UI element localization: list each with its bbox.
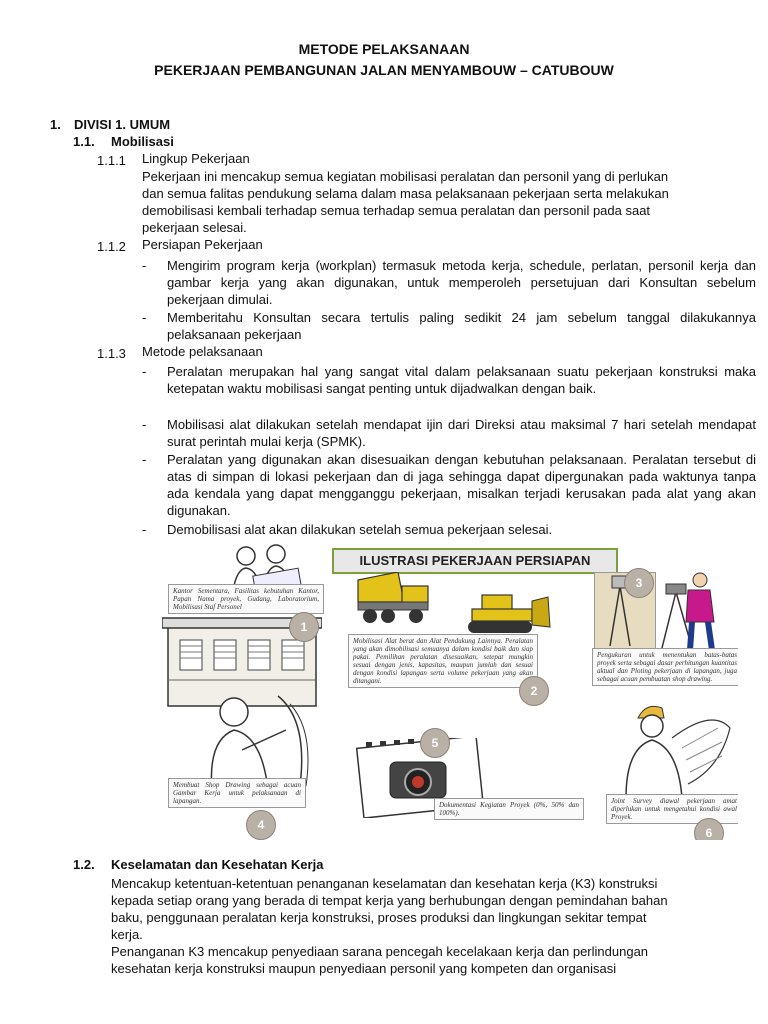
step-number-badge: 2 <box>519 676 549 706</box>
section-1-1-1-number: 1.1.1 <box>97 153 126 168</box>
section-1-1-1-line: pekerjaan selesai. <box>142 220 247 235</box>
caption-joint-survey: Joint Survey diawal pekerjaan amat diperlukan untuk mengetahui kondisi awal Proyek. <box>606 794 738 824</box>
step-number-badge: 1 <box>289 612 319 642</box>
caption-shop-drawing: Membuat Shop Drawing sebagai acuan Gambar Kerja untuk pelaksanaan di lapangan. <box>168 778 306 808</box>
section-1-1-number: 1.1. <box>73 134 95 149</box>
list-item <box>142 363 756 397</box>
dash-bullet: - <box>142 364 147 379</box>
illustration-banner: ILUSTRASI PEKERJAAN PERSIAPAN <box>332 548 618 574</box>
section-1-1-3-heading: Metode pelaksanaan <box>142 344 263 359</box>
section-1-1-2-heading: Persiapan Pekerjaan <box>142 237 263 252</box>
page-title-1: METODE PELAKSANAAN <box>298 41 470 57</box>
section-1-2-line: kepada setiap orang yang berada di tempat kerja yang berhubungan dengan pemindahan bahan <box>111 893 668 908</box>
engineer-icon <box>602 698 738 798</box>
caption-survey: Pengukuran untuk menentukan batas-batas proyek serta sebagai dasar perhitungan kuantitas aktual dan Ploting pekerjaan di lapangan, juga sebagai acuan pembuatan shop drawing. <box>592 648 738 686</box>
step-number-badge: 3 <box>624 568 654 598</box>
step-number-badge: 4 <box>246 810 276 840</box>
list-item <box>142 451 756 519</box>
caption-heavy-equipment: Mobilisasi Alat berat dan Alat Pendukung Lainnya. Peralatan yang akan dimobilisasi semuanya dalam kondisi baik dan siap pakai. Pemilihan peralatan disesuaikan, setepat mungkin sesuai dengan jenis, kapasitas, maupun jumlah dan sesuai dengan kondisi lapangan serta volume pekerjaan yang akan ditangani. <box>348 634 538 688</box>
section-1-2-line: baku, penggunaan peralatan kerja konstruksi, proses produksi dan lingkungan sekitar tempat <box>111 910 647 925</box>
section-1-2-line: Mencakup ketentuan-ketentuan penanganan keselamatan dan kesehatan kerja (K3) konstruksi <box>111 876 658 891</box>
section-1-1-1-line: demobilisasi kembali terhadap semua terhadap semua peralatan dan personil pada saat <box>142 203 651 218</box>
dash-bullet: - <box>142 310 147 325</box>
step-number-badge: 5 <box>420 728 450 758</box>
section-1-1-2-number: 1.1.2 <box>97 239 126 254</box>
section-1-1-1-line: dan semua falitas pendukung selama dalam masa pelaksanaan pekerjaan serta melakukan <box>142 186 669 201</box>
step-number-badge: 6 <box>694 818 724 840</box>
section-1-2-line: kesehatan kerja konstruksi maupun penyediaan personil yang kompeten dan organisasi <box>111 961 617 976</box>
list-item <box>142 521 756 538</box>
section-1-number: 1. <box>50 117 61 132</box>
section-1-2-number: 1.2. <box>73 857 95 872</box>
list-item-text: Peralatan yang digunakan akan disesuaikan dengan kebutuhan pelaksanaan. Peralatan tersebut di atas di simpan di lokasi pekerjaan dan di jaga sehingga dapat dipergunakan pada waktunya tanpa ada kendala yang dapat mengganggu pekerjaan, misalkan terjadi kerusakan pada alat yang akan digunakan. <box>167 452 756 518</box>
section-1-2-heading: Keselamatan dan Kesehatan Kerja <box>111 857 324 872</box>
bulldozer-icon <box>458 587 554 637</box>
section-1-1-heading: Mobilisasi <box>111 134 174 149</box>
section-1-1-1-heading: Lingkup Pekerjaan <box>142 151 250 166</box>
list-item-text: Mobilisasi alat dilakukan setelah mendapat ijin dari Direksi atau maksimal 7 hari setelah mendapat surat perintah mulai kerja (SPMK). <box>167 417 756 449</box>
section-1-2-line: Penanganan K3 mencakup penyediaan sarana pencegah kecelakaan kerja dan perlindungan <box>111 944 649 959</box>
dash-bullet: - <box>142 452 147 467</box>
list-item <box>142 257 756 308</box>
dash-bullet: - <box>142 258 147 273</box>
list-item-text: Peralatan merupakan hal yang sangat vital dalam pelaksanaan suatu pekerjaan konstruksi maka ketepatan waktu mobilisasi sangat penting untuk dijadwalkan dengan baik. <box>167 364 756 396</box>
page-title-2: PEKERJAAN PEMBANGUNAN JALAN MENYAMBOUW – CATUBOUW <box>154 62 614 78</box>
list-item-text: Mengirim program kerja (workplan) termasuk metoda kerja, schedule, perlatan, personil kerja dan gambar kerja yang akan digunakan, untuk memperoleh persetujuan dari Konsultan sebelum pekerjaan dimulai. <box>167 258 756 307</box>
caption-office: Kantor Sementara, Fasilitas kebutuhan Kantor, Papan Nama proyek, Gudang, Laboratorium, Mobilisasi Staf Personel <box>168 584 324 614</box>
section-1-1-1-line: Pekerjaan ini mencakup semua kegiatan mobilisasi peralatan dan personil yang di perlukan <box>142 169 669 184</box>
dash-bullet: - <box>142 417 147 432</box>
illustration-panel <box>162 542 738 840</box>
list-item <box>142 309 756 343</box>
caption-documentation: Dokumentasi Kegiatan Proyek (0%, 50% dan 100%). <box>434 798 584 820</box>
section-1-2-line: kerja. <box>111 927 143 942</box>
section-1-1-3-number: 1.1.3 <box>97 346 126 361</box>
section-1-heading: DIVISI 1. UMUM <box>74 117 171 132</box>
dash-bullet: - <box>142 522 147 537</box>
surveyor-icon <box>602 566 732 652</box>
list-item-text: Memberitahu Konsultan secara tertulis paling sedikit 24 jam sebelum tanggal dilakukannya pelaksanaan pekerjaan <box>167 310 756 342</box>
list-item-text: Demobilisasi alat akan dilakukan setelah semua pekerjaan selesai. <box>167 522 553 537</box>
dump-truck-icon <box>354 572 434 626</box>
list-item <box>142 416 756 450</box>
